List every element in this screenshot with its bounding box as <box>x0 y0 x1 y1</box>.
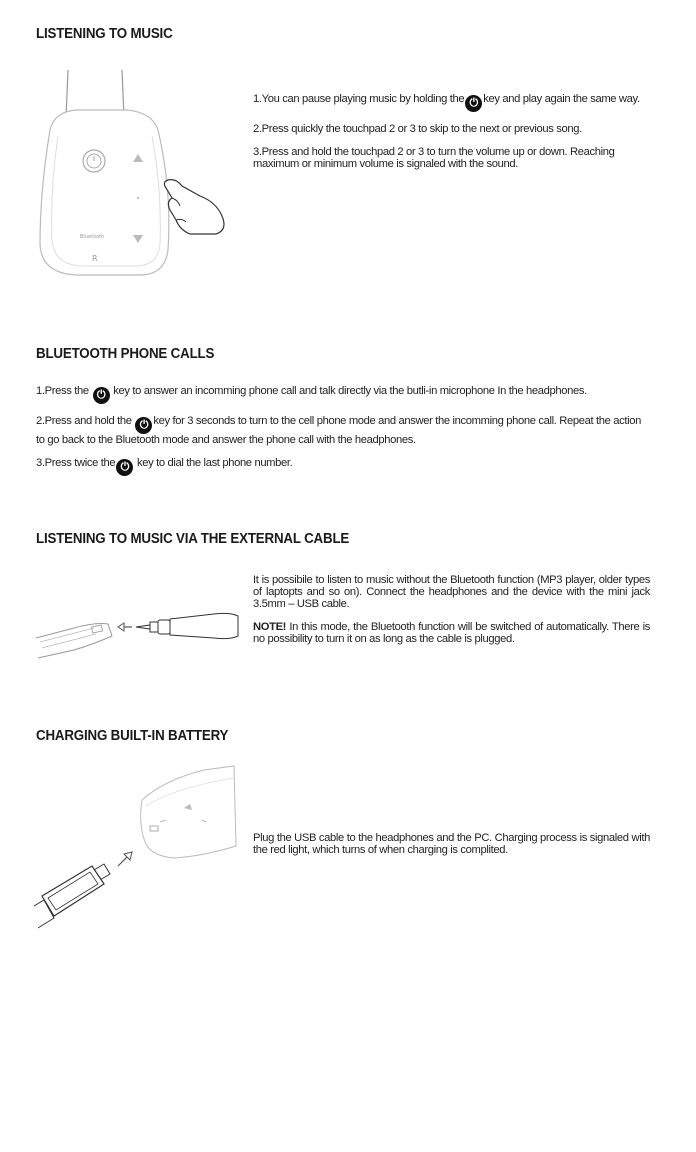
section-title-external-cable: LISTENING TO MUSIC VIA THE EXTERNAL CABLE <box>36 531 350 547</box>
headphone-earcup-illustration <box>30 70 230 280</box>
section-title-listening-music: LISTENING TO MUSIC <box>36 26 173 42</box>
power-icon <box>465 95 482 112</box>
music-instructions <box>253 93 651 181</box>
mini-jack-cable-illustration <box>34 600 239 660</box>
usb-charging-illustration <box>34 766 239 928</box>
music-item-2: 2.Press quickly the touchpad 2 or 3 to skip to the next or previous song. <box>253 123 582 135</box>
music-item-1: 1.You can pause playing music by holding the⏻ key and play again the same way. <box>253 93 651 112</box>
bluetooth-label: Bluetooth <box>80 234 105 240</box>
music-item-3: 3.Press and hold the touchpad 2 or 3 to turn the volume up or down. Reaching maximum or minimum volume is signaled with the sound. <box>253 146 615 170</box>
calls-instructions <box>36 385 650 487</box>
note-label: NOTE! <box>253 621 287 633</box>
charging-para-1: Plug the USB cable to the headphones and the PC. Charging process is signaled with the red light, which turns of when charging is complited. <box>253 832 650 856</box>
cable-instructions <box>253 574 650 656</box>
cable-para-1: It is possibile to listen to music without the Bluetooth function (MP3 player, older types of laptopts and so on). Connect the headphones and the device with the mini jack 3.5mm – USB cable. <box>253 574 650 610</box>
section-title-phone-calls: BLUETOOTH PHONE CALLS <box>36 346 215 362</box>
power-icon <box>93 387 110 404</box>
cable-note: NOTE! In this mode, the Bluetooth function will be switched of automatically. There is no possibility to turn it on as long as the cable is plugged. <box>253 621 650 645</box>
side-label: R <box>92 254 98 263</box>
charging-instructions <box>253 832 650 867</box>
section-title-charging: CHARGING BUILT-IN BATTERY <box>36 728 229 744</box>
calls-item-2: 2.Press and hold the ⏻ key for 3 seconds to turn to the cell phone mode and answer the incomming phone call. Repeat the action to go back to the Bluetooth mode and answer the phone call with the headphones. <box>36 415 650 446</box>
calls-item-3: 3.Press twice the⏻ key to dial the last phone number. <box>36 457 650 476</box>
power-icon <box>116 459 133 476</box>
calls-item-1: 1.Press the ⏻ key to answer an incomming phone call and talk directly via the butli-in microphone In the headphones. <box>36 385 650 404</box>
power-icon <box>135 417 152 434</box>
